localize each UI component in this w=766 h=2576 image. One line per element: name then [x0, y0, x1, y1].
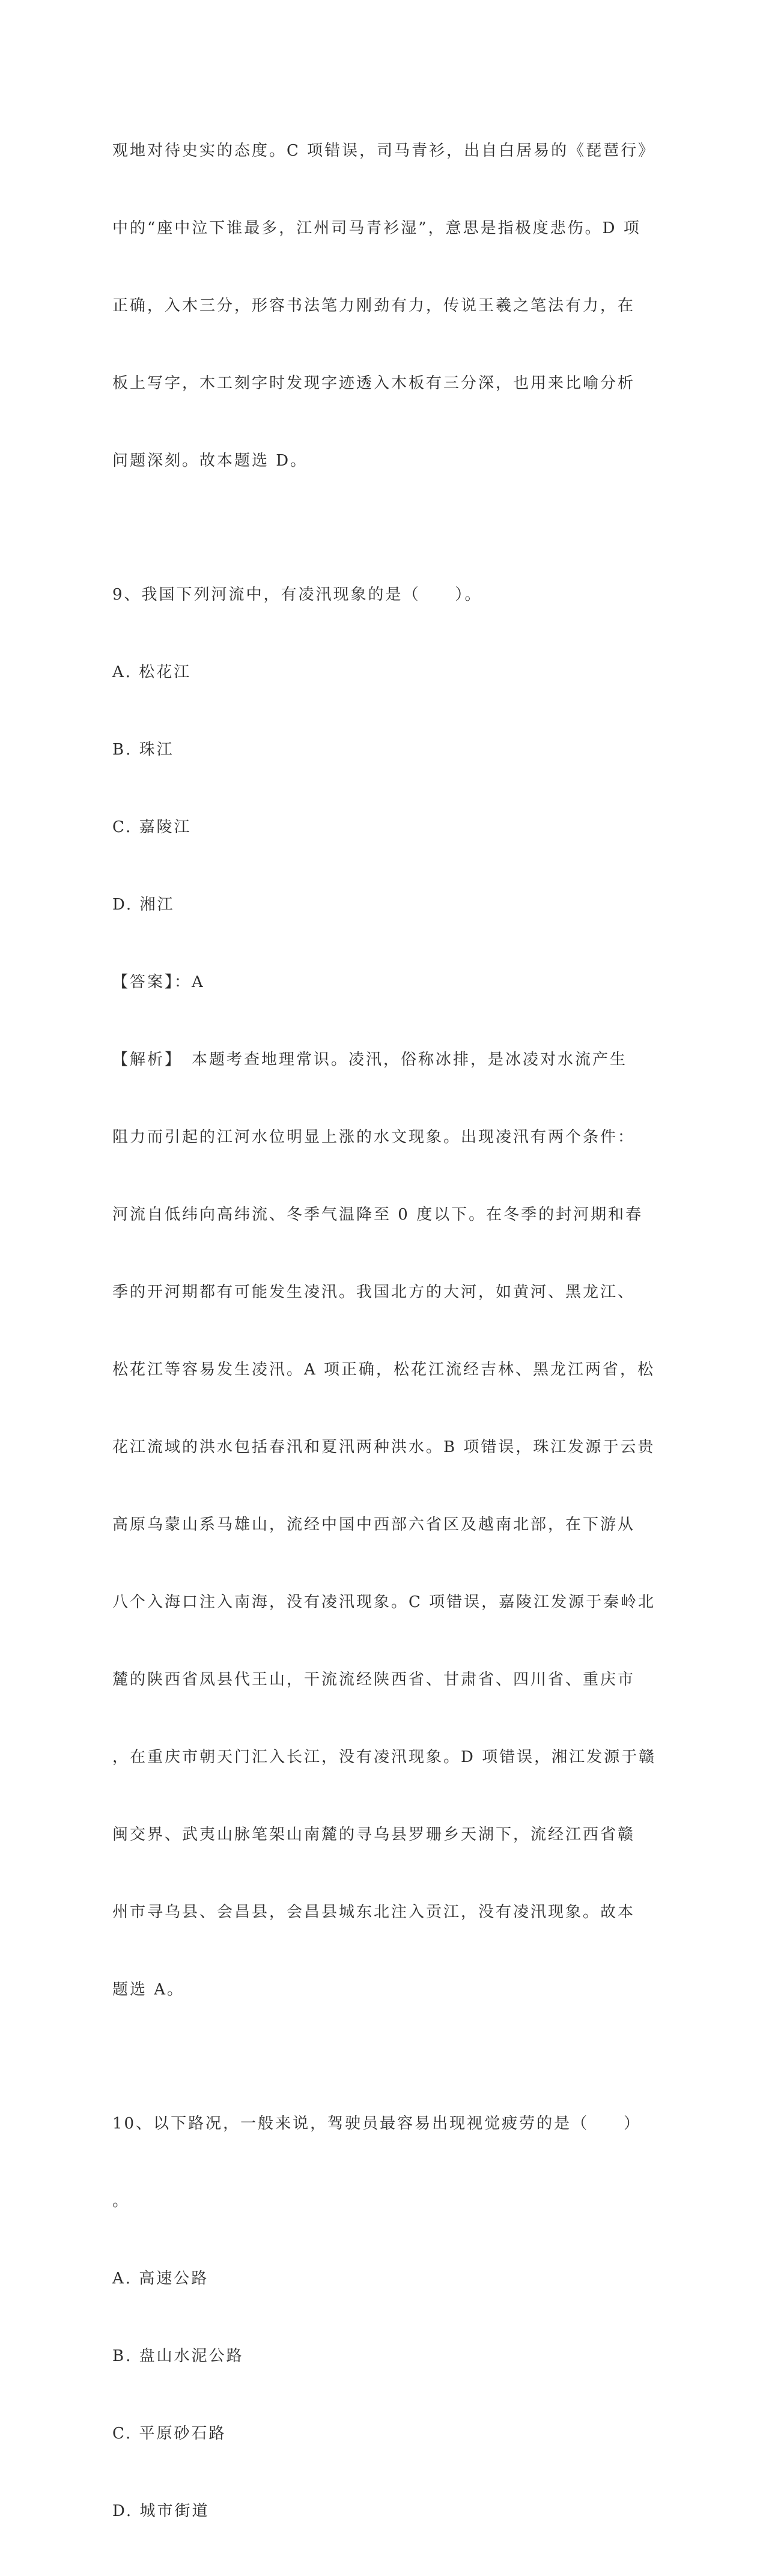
question-10-block — [112, 2059, 653, 2576]
question-9-block — [112, 530, 657, 2055]
text-line: 正确，入木三分，形容书法笔力刚劲有力，传说王羲之笔法有力，在 — [112, 297, 636, 315]
text-line: 问题深刻。故本题选 D。 — [112, 452, 308, 470]
question-9-explanation-line: 阻力而引起的江河水位明显上涨的水文现象。出现凌汛有两个条件： — [112, 1128, 636, 1146]
document-content — [112, 87, 657, 2576]
question-10-stem-line: 10、以下路况，一般来说，驾驶员最容易出现视觉疲劳的是（ ） — [112, 2115, 642, 2133]
question-9-answer: 【答案】：A — [112, 973, 205, 991]
text-line: 板上写字，木工刻字时发现字迹透入木板有三分深，也用来比喻分析 — [112, 374, 636, 392]
question-9-explanation-line: 花江流域的洪水包括春汛和夏汛两种洪水。B 项错误，珠江发源于云贵 — [112, 1438, 655, 1456]
question-9-option-c: C. 嘉陵江 — [112, 818, 192, 836]
question-9-explanation-line: 闽交界、武夷山脉笔架山南麓的寻乌县罗珊乡天湖下，流经江西省赣 — [112, 1826, 636, 1844]
question-10-option-b: B. 盘山水泥公路 — [112, 2347, 244, 2365]
question-10-option-a: A. 高速公路 — [112, 2270, 209, 2288]
question-9-option-b: B. 珠江 — [112, 741, 174, 759]
question-9-stem: 9、我国下列河流中，有凌汛现象的是（ ）。 — [112, 586, 482, 604]
question-9-explanation-line: 八个入海口注入南海，没有凌汛现象。C 项错误，嘉陵江发源于秦岭北 — [112, 1593, 656, 1611]
question-9-option-d: D. 湘江 — [112, 896, 175, 914]
question-9-explanation-line: 【解析】 本题考查地理常识。凌汛，俗称冰排，是冰凌对水流产生 — [112, 1051, 628, 1069]
question-9-explanation-line: 州市寻乌县、会昌县，会昌县城东北注入贡江，没有凌汛现象。故本 — [112, 1903, 636, 1921]
paragraph-gap — [112, 2055, 653, 2059]
question-9-explanation-line: 松花江等容易发生凌汛。A 项正确，松花江流经吉林、黑龙江两省，松 — [112, 1361, 655, 1379]
question-10-stem-line: 。 — [112, 2192, 130, 2210]
question-9-explanation-line: 高原乌蒙山系马雄山，流经中国中西部六省区及越南北部，在下游从 — [112, 1516, 636, 1534]
question-9-explanation-line: 题选 A。 — [112, 1981, 185, 1999]
question-9-option-a: A. 松花江 — [112, 663, 192, 681]
question-9-explanation-line: 麓的陕西省凤县代王山，干流流经陕西省、甘肃省、四川省、重庆市 — [112, 1671, 636, 1689]
question-10-option-d: D. 城市街道 — [112, 2502, 210, 2520]
previous-explanation-continued — [112, 87, 656, 526]
question-10-option-c: C. 平原砂石路 — [112, 2425, 226, 2443]
paragraph-gap — [112, 526, 653, 530]
text-line: 中的“座中泣下谁最多，江州司马青衫湿”，意思是指极度悲伤。D 项 — [112, 219, 641, 237]
question-9-explanation-line: 季的开河期都有可能发生凌汛。我国北方的大河，如黄河、黑龙江、 — [112, 1283, 636, 1301]
question-9-explanation-line: 河流自低纬向高纬流、冬季气温降至 0 度以下。在冬季的封河期和春 — [112, 1206, 643, 1224]
question-9-explanation-line: ，在重庆市朝天门汇入长江，没有凌汛现象。D 项错误，湘江发源于赣 — [112, 1748, 657, 1766]
text-line: 观地对待史实的态度。C 项错误，司马青衫，出自白居易的《琵琶行》 — [112, 142, 656, 160]
